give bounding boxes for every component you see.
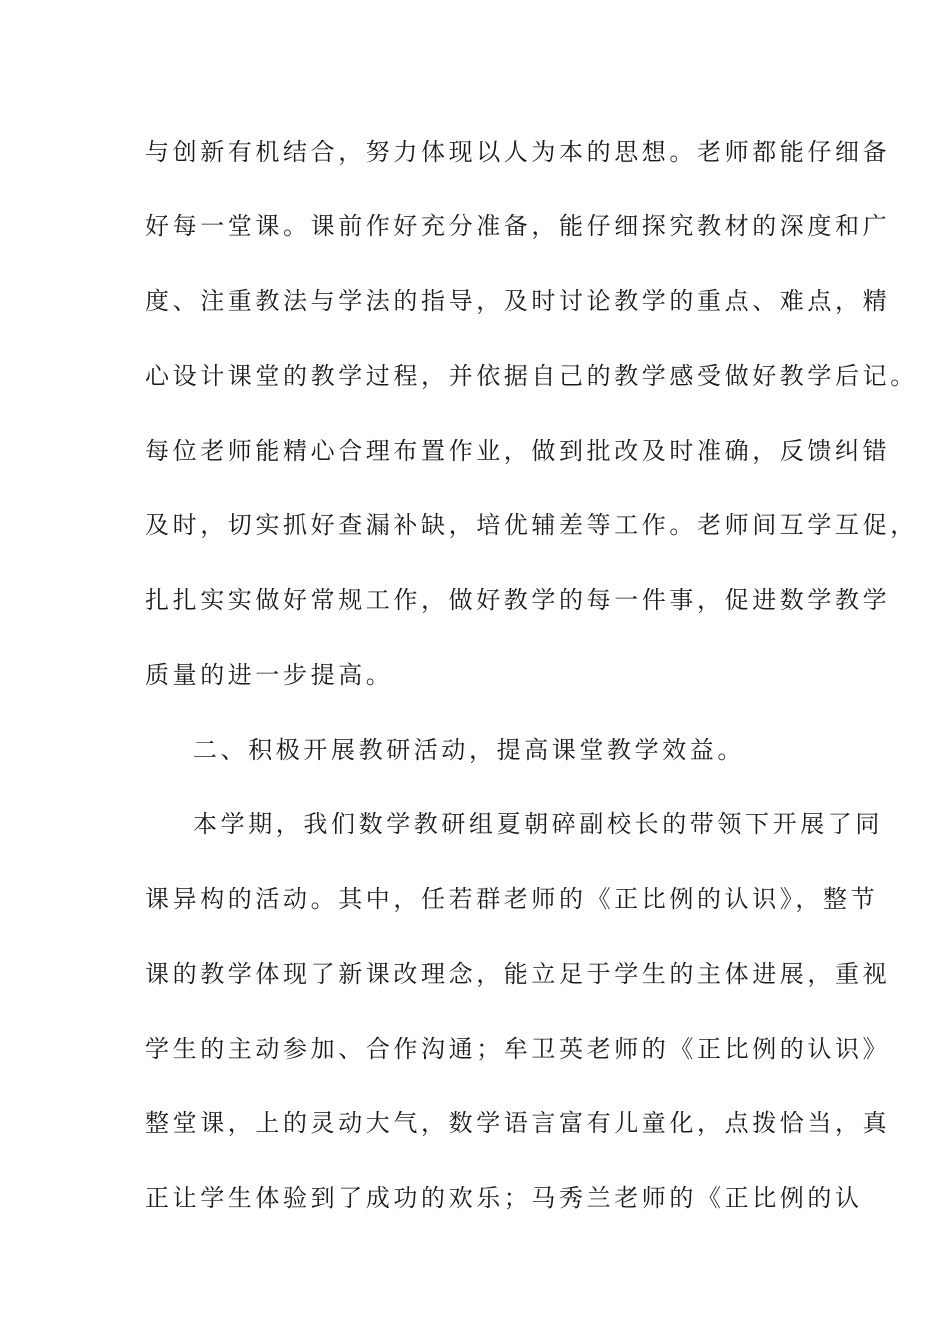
text-line: 正让学生体验到了成功的欢乐；马秀兰老师的《正比例的认 <box>145 1184 863 1212</box>
text-line: 扎扎实实做好常规工作，做好教学的每一件事，促进数学教学 <box>145 586 891 614</box>
text-line: 度、注重教法与学法的指导，及时讨论教学的重点、难点，精 <box>145 287 891 315</box>
text-line: 每位老师能精心合理布置作业，做到批改及时准确，反馈纠错 <box>145 437 891 465</box>
text-line: 课的教学体现了新课改理念，能立足于学生的主体进展，重视 <box>145 960 891 988</box>
text-line: 本学期，我们数学教研组夏朝碎副校长的带领下开展了同 <box>193 810 883 838</box>
text-line: 学生的主动参加、合作沟通；牟卫英老师的《正比例的认识》 <box>145 1035 891 1063</box>
text-line: 好每一堂课。课前作好充分准备，能仔细探究教材的深度和广 <box>145 212 891 240</box>
section-heading: 二、积极开展教研活动，提高课堂教学效益。 <box>193 736 745 764</box>
text-line: 质量的进一步提高。 <box>145 661 394 689</box>
text-line: 心设计课堂的教学过程，并依据自己的教学感受做好教学后记。 <box>145 362 918 390</box>
text-line: 整堂课，上的灵动大气，数学语言富有儿童化，点拨恰当，真 <box>145 1109 891 1137</box>
text-line: 及时，切实抓好查漏补缺，培优辅差等工作。老师间互学互促， <box>145 511 918 539</box>
text-line: 与创新有机结合，努力体现以人为本的思想。老师都能仔细备 <box>145 138 891 166</box>
text-line: 课异构的活动。其中，任若群老师的《正比例的认识》，整节 <box>145 885 879 913</box>
